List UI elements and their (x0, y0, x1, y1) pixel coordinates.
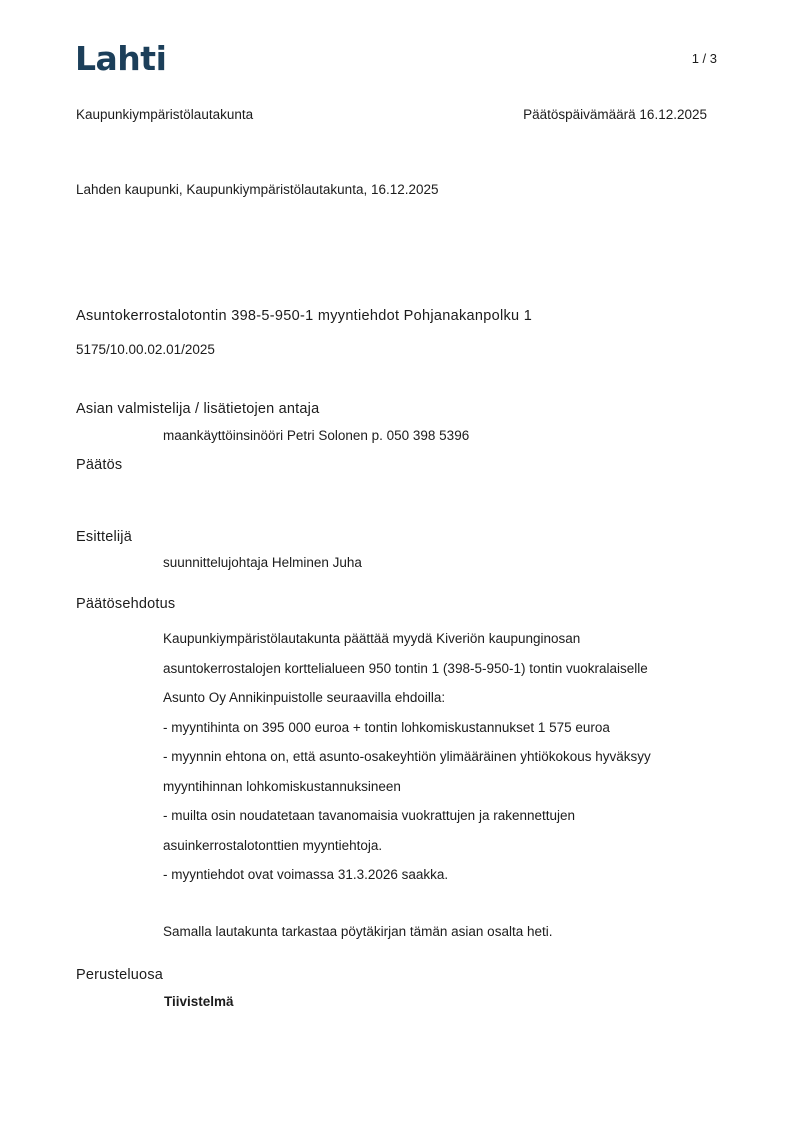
preparer-heading: Asian valmistelija / lisätietojen antaja (76, 401, 320, 417)
proposal-line: myyntihinnan lohkomiskustannuksineen (163, 778, 401, 794)
presenter-heading: Esittelijä (76, 529, 132, 545)
proposal-line: - myyntihinta on 395 000 euroa + tontin lohkomiskustannukset 1 575 euroa (163, 719, 610, 735)
proposal-line: Kaupunkiympäristölautakunta päättää myydä Kiveriön kaupunginosan (163, 631, 581, 646)
lahti-logo: Lahti (75, 39, 167, 78)
proposal-line: Asunto Oy Annikinpuistolle seuraavilla ehdoilla: (163, 690, 446, 705)
proposal-line: - muilta osin noudatetaan tavanomaisia vuokrattujen ja rakennettujen (163, 808, 576, 823)
document-title: Asuntokerrostalotontin 398-5-950-1 myyntiehdot Pohjanakanpolku 1 (76, 308, 533, 324)
decision-heading: Päätös (76, 457, 123, 473)
closing-line: Samalla lautakunta tarkastaa pöytäkirjan tämän asian osalta heti. (163, 924, 553, 939)
proposal-line: - myynnin ehtona on, että asunto-osakeyhtiön ylimääräinen yhtiökokous hyväksyy (163, 749, 651, 764)
decision-date: Päätöspäivämäärä 16.12.2025 (523, 107, 707, 122)
preparer-value: maankäyttöinsinööri Petri Solonen p. 050 398 5396 (163, 428, 470, 443)
rationale-heading: Perusteluosa (76, 967, 164, 983)
proposal-heading: Päätösehdotus (76, 596, 176, 612)
proposal-line: asuinkerrostalotonttien myyntiehtoja. (163, 837, 383, 853)
proposal-line: asuntokerrostalojen korttelialueen 950 tontin 1 (398-5-950-1) tontin vuokralaiselle (163, 660, 648, 676)
page-number: 1 / 3 (691, 51, 717, 66)
document-intro: Lahden kaupunki, Kaupunkiympäristölautakunta, 16.12.2025 (76, 182, 439, 197)
summary-heading: Tiivistelmä (164, 994, 234, 1009)
board-name: Kaupunkiympäristölautakunta (76, 107, 254, 122)
presenter-value: suunnittelujohtaja Helminen Juha (163, 555, 362, 570)
proposal-text (163, 629, 651, 895)
document-reference: 5175/10.00.02.01/2025 (76, 342, 215, 357)
proposal-line: - myyntiehdot ovat voimassa 31.3.2026 saakka. (163, 867, 449, 882)
